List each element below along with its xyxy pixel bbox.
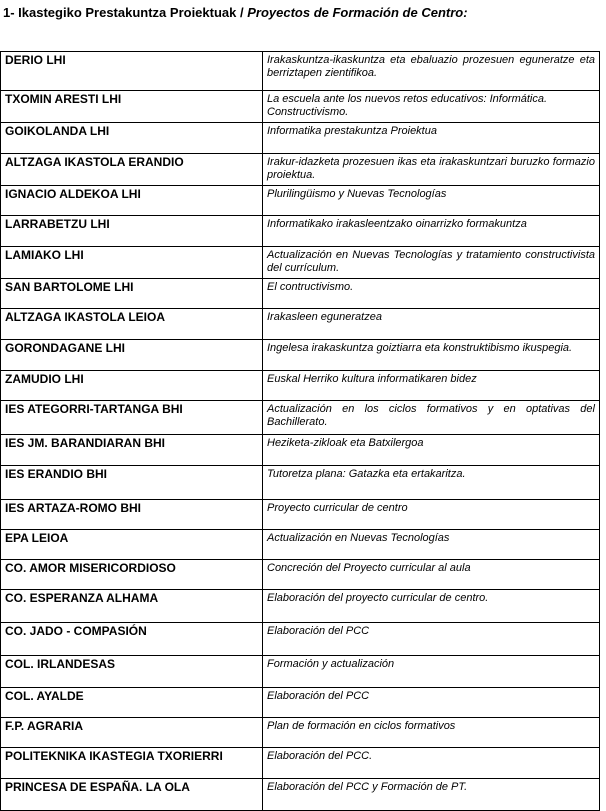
table-row	[1, 500, 600, 530]
table-row	[1, 560, 600, 590]
center-name-cell: CO. JADO - COMPASIÓN	[1, 623, 263, 656]
center-name-cell: COL. AYALDE	[1, 688, 263, 718]
project-cell: Proyecto curricular de centro	[263, 500, 600, 530]
table-row	[1, 656, 600, 688]
project-cell: Irakasleen eguneratzea	[263, 309, 600, 340]
table-row	[1, 401, 600, 435]
project-cell: El contructivismo.	[263, 279, 600, 309]
center-name-cell: LAMIAKO LHI	[1, 247, 263, 279]
center-name-cell: PRINCESA DE ESPAÑA. LA OLA	[1, 779, 263, 811]
project-cell: Plurilingüismo y Nuevas Tecnologías	[263, 186, 600, 216]
project-cell: Tutoretza plana: Gatazka eta ertakaritza.	[263, 466, 600, 500]
center-name-cell: TXOMIN ARESTI LHI	[1, 91, 263, 123]
projects-table	[0, 51, 600, 811]
table-row	[1, 216, 600, 247]
table-row	[1, 466, 600, 500]
center-name-cell: CO. ESPERANZA ALHAMA	[1, 590, 263, 623]
project-cell: Irakur-idazketa prozesuen ikas eta irakaskuntzari buruzko formazio proiektua.	[263, 154, 600, 186]
project-cell: Actualización en los ciclos formativos y en optativas del Bachillerato.	[263, 401, 600, 435]
table-row	[1, 91, 600, 123]
project-cell: La escuela ante los nuevos retos educativos: Informática. Constructivismo.	[263, 91, 600, 123]
center-name-cell: ZAMUDIO LHI	[1, 371, 263, 401]
center-name-cell: EPA LEIOA	[1, 530, 263, 560]
table-row	[1, 52, 600, 91]
table-row	[1, 371, 600, 401]
project-cell: Elaboración del PCC	[263, 688, 600, 718]
title-italic: Proyectos de Formación de Centro:	[247, 5, 468, 20]
table-row	[1, 309, 600, 340]
project-cell: Informatika prestakuntza Proiektua	[263, 123, 600, 154]
table-row	[1, 718, 600, 748]
project-cell: Irakaskuntza-ikaskuntza eta ebaluazio prozesuen eguneratze eta berriztapen zientifikoa.	[263, 52, 600, 91]
center-name-cell: COL. IRLANDESAS	[1, 656, 263, 688]
center-name-cell: DERIO LHI	[1, 52, 263, 91]
table-row	[1, 186, 600, 216]
center-name-cell: IES JM. BARANDIARAN BHI	[1, 435, 263, 466]
project-cell: Euskal Herriko kultura informatikaren bidez	[263, 371, 600, 401]
center-name-cell: POLITEKNIKA IKASTEGIA TXORIERRI	[1, 748, 263, 779]
center-name-cell: ALTZAGA IKASTOLA LEIOA	[1, 309, 263, 340]
center-name-cell: IES ERANDIO BHI	[1, 466, 263, 500]
table-row	[1, 435, 600, 466]
table-row	[1, 279, 600, 309]
center-name-cell: IES ATEGORRI-TARTANGA BHI	[1, 401, 263, 435]
center-name-cell: IES ARTAZA-ROMO BHI	[1, 500, 263, 530]
center-name-cell: F.P. AGRARIA	[1, 718, 263, 748]
project-cell: Informatikako irakasleentzako oinarrizko formakuntza	[263, 216, 600, 247]
center-name-cell: GORONDAGANE LHI	[1, 340, 263, 371]
center-name-cell: GOIKOLANDA LHI	[1, 123, 263, 154]
table-row	[1, 530, 600, 560]
table-row	[1, 779, 600, 811]
table-row	[1, 688, 600, 718]
table-row	[1, 748, 600, 779]
table-row	[1, 623, 600, 656]
table-row	[1, 247, 600, 279]
project-cell: Plan de formación en ciclos formativos	[263, 718, 600, 748]
title-prefix: 1- Ikastegiko Prestakuntza Proiektuak /	[3, 5, 248, 20]
project-cell: Ingelesa irakaskuntza goiztiarra eta konstruktibismo ikuspegia.	[263, 340, 600, 371]
project-cell: Actualización en Nuevas Tecnologías	[263, 530, 600, 560]
project-cell: Elaboración del PCC y Formación de PT.	[263, 779, 600, 811]
table-row	[1, 154, 600, 186]
center-name-cell: SAN BARTOLOME LHI	[1, 279, 263, 309]
project-cell: Formación y actualización	[263, 656, 600, 688]
table-row	[1, 340, 600, 371]
project-cell: Heziketa-zikloak eta Batxilergoa	[263, 435, 600, 466]
page-title	[3, 5, 468, 20]
project-cell: Actualización en Nuevas Tecnologías y tratamiento constructivista del currículum.	[263, 247, 600, 279]
center-name-cell: CO. AMOR MISERICORDIOSO	[1, 560, 263, 590]
table-row	[1, 590, 600, 623]
table-row	[1, 123, 600, 154]
center-name-cell: ALTZAGA IKASTOLA ERANDIO	[1, 154, 263, 186]
project-cell: Elaboración del PCC.	[263, 748, 600, 779]
project-cell: Concreción del Proyecto curricular al aula	[263, 560, 600, 590]
project-cell: Elaboración del proyecto curricular de centro.	[263, 590, 600, 623]
project-cell: Elaboración del PCC	[263, 623, 600, 656]
center-name-cell: LARRABETZU LHI	[1, 216, 263, 247]
center-name-cell: IGNACIO ALDEKOA LHI	[1, 186, 263, 216]
